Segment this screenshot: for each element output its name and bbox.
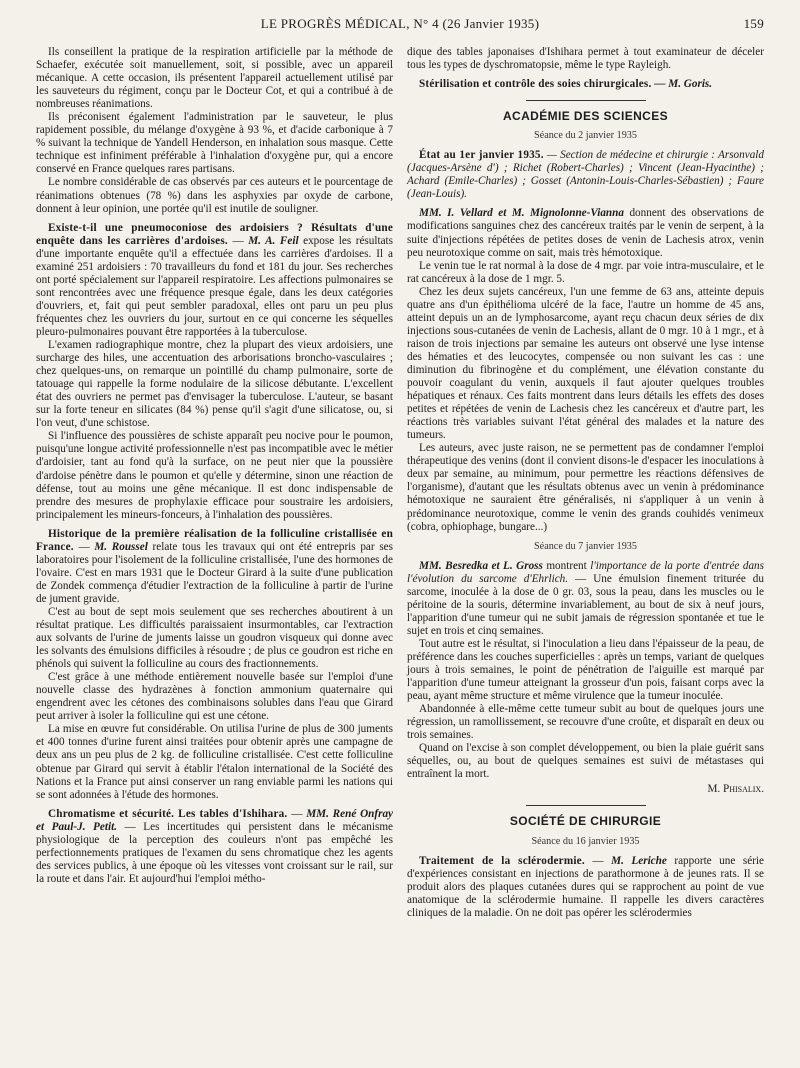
article-author: — M. Goris. — [651, 78, 713, 91]
article-heading: Traitement de la sclérodermie. — [419, 854, 585, 867]
article-author: MM. Besredka et L. Gross — [419, 559, 543, 572]
article-chromatisme: Chromatisme et sécurité. Les tables d'Ishihara. — MM. René Onfray et Paul-J. Petit. — Les incertitudes qui persistent dans le mécanisme physiologique de la perception des couleurs n'ont pas empêché les perfectionnements pratiques de l'examen du sens chromatique chez les agents des services publics, à une époque où les vitesses vont croissant sur le rail, sur la route et dans l'air. Et aujourd'hui l'emploi métho- — [36, 807, 394, 885]
paragraph: Abandonnée à elle-même cette tumeur subit au bout de quelques jours une régression, un ramollissement, se recouvre d'une croûte, et disparaît en deux ou trois semaines. — [407, 703, 764, 742]
paragraph: Ils préconisent également l'administration par le sauveteur, le plus rapidement possible, du mélange d'oxygène à 93 %, et d'acide carbonique à 7 % suivant la technique de Yandell Henderson, en inhalation sous masque. Cette technique est infiniment préférable à l'inhalation d'oxygène pur, qui a encore conservé en France quelques rares partisans. — [36, 111, 393, 176]
session-date: Séance du 16 janvier 1935 — [531, 835, 640, 847]
two-column-body — [36, 46, 764, 920]
paragraph: dique des tables japonaises d'Ishihara permet à tout examinateur de déceler tous les types de dyschromatopsie, même le type Rayleigh. — [407, 46, 764, 72]
article-heading: Historique de la première réalisation de la folliculine cristallisée en France. — [36, 527, 393, 553]
section-title-academie: ACADÉMIE DES SCIENCES — [502, 109, 669, 124]
article-sterilisation — [407, 78, 764, 91]
article-author: M. Roussel — [94, 540, 148, 553]
paragraph: Tout autre est le résultat, si l'inoculation a lieu dans l'épaisseur de la peau, de préférence dans les couches superficielles : après un temps, variant de quelques jours à trois semaines, le point de pénétration de l'aiguille est marqué par l'apparition d'une tumeur atteignant la grosseur d'un pois, faisant corps avec la peau, ayant même structure et même virulence que la tumeur inoculée. — [407, 637, 764, 703]
article-author: MM. René Onfray et Paul-J. Petit. — [36, 807, 394, 833]
article-besredka: MM. Besredka et L. Gross montrent l'importance de la porte d'entrée dans l'évolution du sarcome d'Ehrlich. — Une émulsion finement triturée du sarcome, inoculée à la dose de 0 gr. 03, sous la peau, dans les muscles ou le péritoine de la souris, détermine invariablement, au bout de six à neuf jours, l'apparition d'une tumeur qui ne subit jamais de régression spontanée et tue le sujet en trois et cinq semaines. — [407, 559, 764, 637]
paragraph: L'examen radiographique montre, chez la plupart des vieux ardoisiers, une surcharge des hiles, une accentuation des arborisations broncho-vasculaires ; chez quelques-uns, on remarque un pointillé du champ pulmonaire, sorte de tatouage qui rappelle la forme nodulaire de la silicose débutante. L'excellent état des ouvriers ne permet pas d'envisager la tuberculose. L'auteur, se basant sur la forte teneur en silicates (84 %) pense qu'il s'agit d'une silicatose, ou, si l'on veut, d'une schistose. — [36, 339, 393, 430]
paragraph: Si l'influence des poussières de schiste apparaît peu nocive pour le poumon, puisqu'une longue activité professionnelle n'est pas incompatible avec le métier d'ardoisier, tant au fond qu'à la surface, on ne peut nier que la poussière d'ardoise pénètre dans le poumon et qu'elle y détermine, sinon une réaction de défense, tout au moins une gêne mécanique. Il est donc indispensable de prendre des mesures de prophylaxie efficace pour soustraire les ardoisiers, principalement les mineurs-fonceurs, à l'inhalation des poussières. — [36, 430, 393, 521]
article-author: M. A. Feil — [248, 234, 299, 247]
article-title: l'importance de la porte d'entrée dans l'évolution du sarcome d'Ehrlich. — [407, 559, 764, 585]
paragraph: Quand on l'excise à son complet développement, ou bien la plaie guérit sans séquelles, ou, au bout de quelques semaines est suivi de métastases qui entraînent la mort. — [407, 742, 764, 781]
article-vellard: MM. I. Vellard et M. Mignolonne-Vianna donnent des observations de modifications sanguines chez des cancéreux traités par le venin de serpent, à la suite d'injections répétées de petites doses de venin de Lachesis atrox, venin peu neurotoxique comme on sait, mais très hémotoxique. — [407, 207, 764, 259]
section-divider — [526, 100, 646, 101]
paragraph: Chez les deux sujets cancéreux, l'un une femme de 63 ans, atteinte depuis quatre ans d'un épithélioma ulcéré de la face, l'autre un homme de 45 ans, atteint depuis un an de lymphosarcome, ayant reçu chacun deux séries de dix injections sous-cutanées de venin de Lachesis, allant de 0 mgr. 10 à 1 mgr., et à raison de trois injections par semaine les auteurs ont observé une lyse intense des hématies et des leucocytes, compensée ou non suivant les cas : une diminution du fibrinogène et du complément, une élévation constante du pouvoir coagulant du venin, auxquels il faut ajouter quelques troubles hépatiques et rénaux. Ces faits montrent dans leurs détails les effets des doses petites et répétées de venin de Lachesis chez les cancéreux et d'autre part, les réactions très variables suivant l'état général des malades et la nature des tumeurs. — [407, 285, 764, 442]
article-folliculine: Historique de la première réalisation de la folliculine cristallisée en France. — M. Roussel relate tous les travaux qui ont été entrepris par ses laboratoires pour l'isolement de la folliculine cristallisée, l'une des hormones de l'ovaire. C'est en mars 1931 que le Docteur Girard à la suite d'une publication de Zondek commença d'étudier l'extraction de la folliculine à partir de l'urine de jument gravide. — [36, 527, 393, 605]
section-title-chirurgie: SOCIÉTÉ DE CHIRURGIE — [509, 814, 662, 829]
page-number: 159 — [743, 16, 764, 31]
article-author: MM. I. Vellard et M. Mignolonne-Vianna — [419, 207, 624, 220]
right-column — [407, 46, 764, 920]
article-heading: Chromatisme et sécurité. Les tables d'Ishihara. — [48, 807, 288, 820]
paragraph: C'est grâce à une méthode entièrement nouvelle basée sur l'emploi d'une nouvelle classe des hydrazènes à fonction ammonium quaternaire qui engendrent avec les cétones des combinaisons solubles dans l'eau que Girard peut arriver à isoler la folliculine qui est une cétone. — [36, 671, 393, 723]
article-author: M. Leriche — [611, 854, 667, 867]
paragraph: Ils conseillent la pratique de la respiration artificielle par la méthode de Schaefer, exécutée soit manuellement, soit, si possible, avec un appareil mécanique. A cette occasion, ils présentent l'appareil actuellement utilisé par les sauveteurs du régiment, conçu par le Docteur Cot, et qui a contribué à de nombreuses réanimations. — [36, 46, 393, 111]
session-date: Séance du 2 janvier 1935 — [534, 130, 637, 142]
running-title: LE PROGRÈS MÉDICAL, N° 4 (26 Janvier 1935) — [260, 16, 540, 31]
article-heading: État au 1er janvier 1935. — [419, 149, 544, 162]
article-heading: Existe-t-il une pneumoconiose des ardoisiers ? Résultats d'une enquête dans les carrières d'ardoises. — [36, 221, 393, 247]
paragraph: C'est au bout de sept mois seulement que ses recherches aboutirent à un résultat pratique. Les difficultés paraissaient insurmontables, car l'extraction aux solvants de l'urine de juments laisse un goudron visqueux qui donne avec les solvants des émulsions difficiles à résoudre ; de plus ce goudron est riche en phénols qui suivent la folliculine au cours des fractionnements. — [36, 605, 393, 671]
paragraph: Le venin tue le rat normal à la dose de 4 mgr. par voie intra-musculaire, et le rat cancéreux à la dose de 1 mgr. 5. — [407, 259, 764, 285]
left-column — [36, 46, 393, 920]
article-sclerodermie: Traitement de la sclérodermie. — M. Leriche rapporte une série d'expériences consistant en injections de parathormone à de jeunes rats. Il se produit alors des plaques cutanées dures qui se rapprochent au point de vue anatomique de la sclérodermie humaine. Il rappelle les divers caractères cliniques de la maladie. On ne doit pas opérer les sclérodermies — [407, 854, 764, 919]
signature: M. Phisalix. — [707, 783, 764, 796]
article-pneumoconiose: Existe-t-il une pneumoconiose des ardoisiers ? Résultats d'une enquête dans les carrières d'ardoises. — M. A. Feil expose les résultats d'une importante enquête qu'il a effectuée dans les carrières d'ardoises. Il a examiné 251 ardoisiers : 70 travailleurs du fond et 181 du jour. Ses recherches ont porté spécialement sur l'appareil respiratoire. Les affections pulmonaires se sont rencontrées avec une fréquence presque égale, dans les deux catégories d'ouvriers, et, fait qui peut sembler paradoxal, elles ont paru un peu plus fréquentes chez les ouvriers du jour, surtout en ce qui concerne les séquelles pleuro-pulmonaires pouvant être rapportées à la tuberculose. — [36, 221, 394, 338]
session-date: Séance du 7 janvier 1935 — [534, 540, 637, 552]
paragraph: Les auteurs, avec juste raison, ne se permettent pas de condamner l'emploi thérapeutique des venins (dont il convient disons-le d'espacer les inoculations à deux par semaine, au minimum, pour permettre les réactions défensives de l'organisme), d'autant que les résultats obtenus avec un venin à prédominance hémotoxique ne sauraient être généralisés, ni s'appliquer à un venin à prédominance neurotoxique, comme le venin des grands couhidés venimeux (cobra, ophiophage, bungare...) — [407, 442, 764, 533]
section-divider — [526, 805, 646, 806]
paragraph: La mise en œuvre fut considérable. On utilisa l'urine de plus de 300 juments et 400 tonnes d'urine furent ainsi traitées pour obtenir après une campagne de deux ans un peu plus de 2 kg. de folliculine cristallisée. C'est cette folliculine obtenue par Girard qui servit à établir l'étalon international de la Société des Nations et la France put ainsi conserver un rang enviable parmi les nations qui se sont adonnées à l'étude des hormones. — [36, 723, 393, 801]
page-header — [36, 16, 764, 36]
paragraph: Le nombre considérable de cas observés par ces auteurs et le pourcentage de réanimations obtenues (78 %) dans les asphyxies par oxyde de carbone, donnent à leur opinion, une portée qu'il est inutile de souligner. — [36, 176, 393, 215]
article-heading: Stérilisation et contrôle des soies chirurgicales. — [419, 78, 652, 91]
article-etat: État au 1er janvier 1935. — Section de médecine et chirurgie : Arsonvald (Jacques-Arsène d') ; Richet (Robert-Charles) ; Vincent (Jean-Hyacinthe) ; Achard (Emile-Charles) ; Gosset (Antonin-Louis-Charles-Sébastien) ; Faure (Jean-Louis). — [407, 149, 764, 201]
